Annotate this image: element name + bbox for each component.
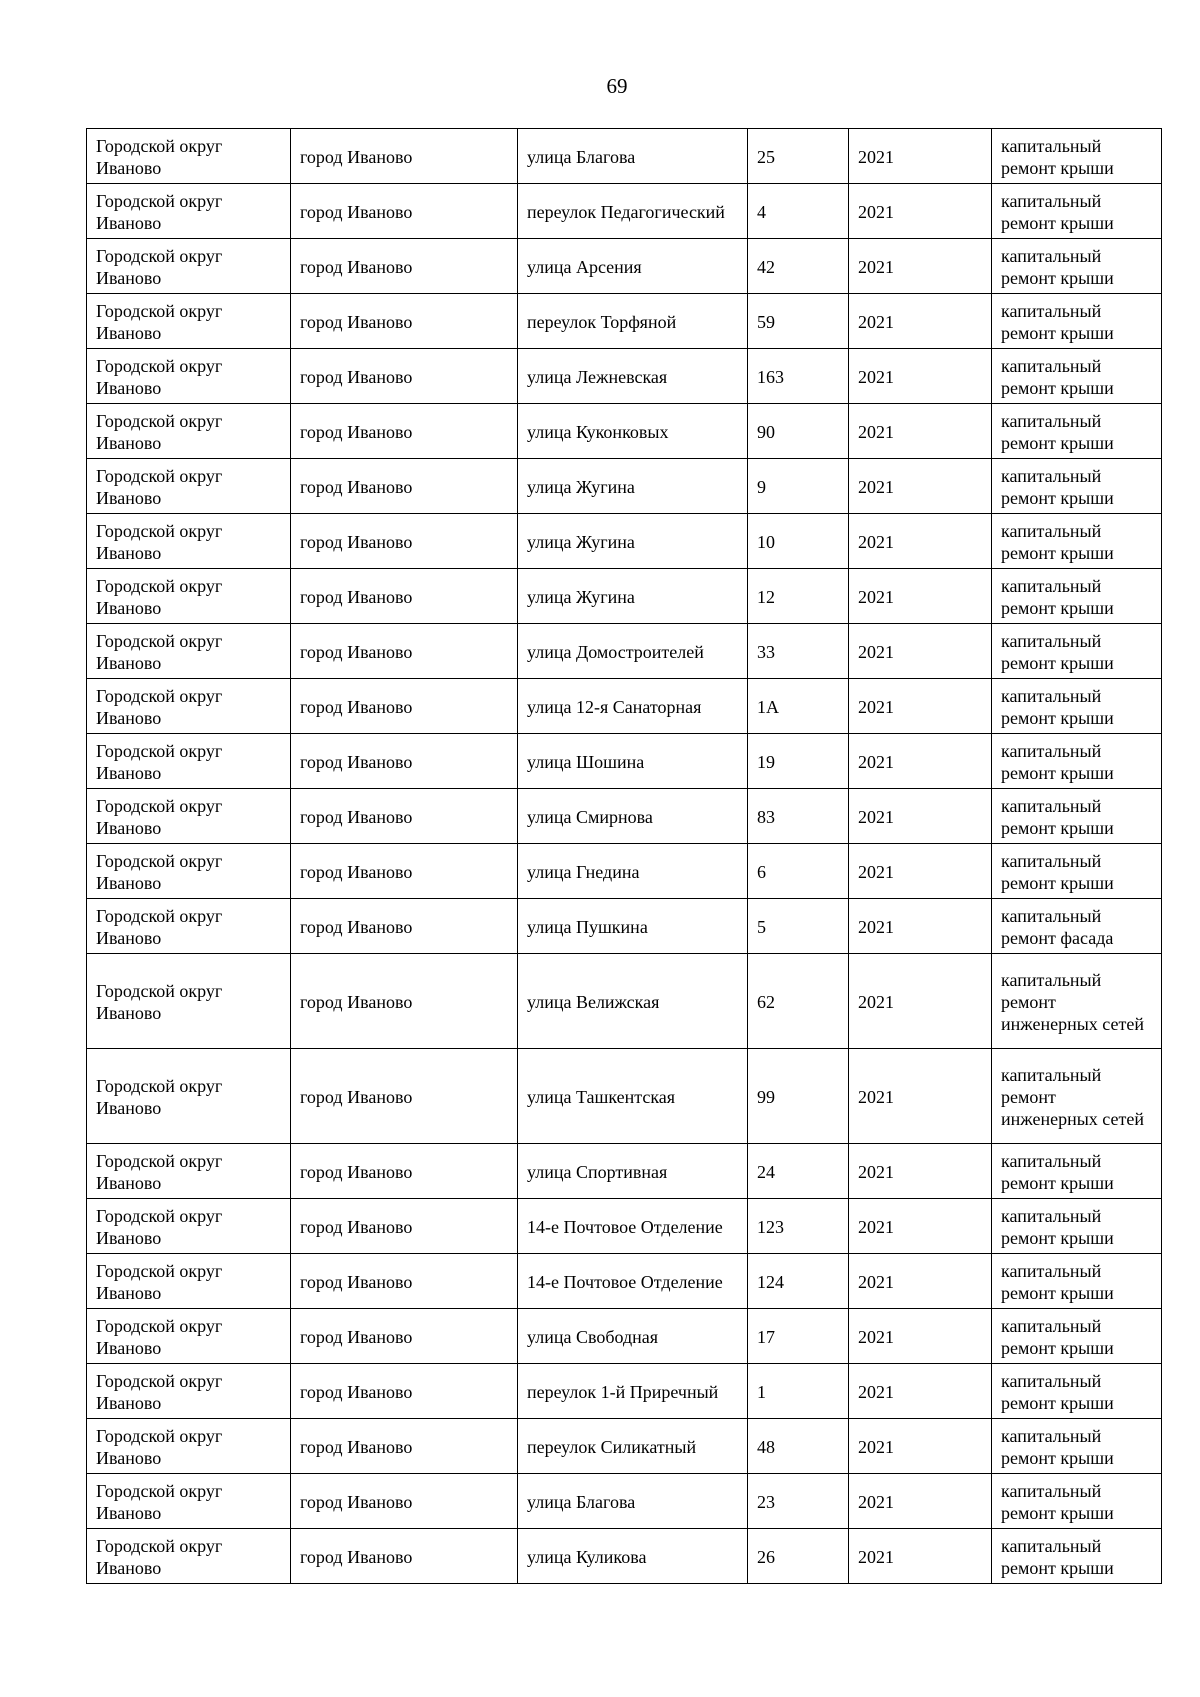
year-cell: 2021: [849, 844, 992, 899]
house-number-cell: 26: [748, 1529, 849, 1584]
district-cell: Городской округ Иваново: [87, 679, 291, 734]
year-cell: 2021: [849, 954, 992, 1049]
city-cell: город Иваново: [291, 1309, 518, 1364]
district-cell: Городской округ Иваново: [87, 239, 291, 294]
street-cell: улица Куликова: [518, 1529, 748, 1584]
house-number-cell: 62: [748, 954, 849, 1049]
table-row: [87, 459, 1162, 514]
city-cell: город Иваново: [291, 459, 518, 514]
street-cell: улица Жугина: [518, 514, 748, 569]
city-cell: город Иваново: [291, 1049, 518, 1144]
year-cell: 2021: [849, 569, 992, 624]
table-row: [87, 679, 1162, 734]
city-cell: город Иваново: [291, 1419, 518, 1474]
year-cell: 2021: [849, 239, 992, 294]
work-type-cell: капитальный ремонт инженерных сетей: [992, 954, 1162, 1049]
street-cell: переулок Педагогический: [518, 184, 748, 239]
work-type-cell: капитальный ремонт крыши: [992, 459, 1162, 514]
house-number-cell: 83: [748, 789, 849, 844]
city-cell: город Иваново: [291, 514, 518, 569]
work-type-cell: капитальный ремонт крыши: [992, 129, 1162, 184]
table-row: [87, 1529, 1162, 1584]
year-cell: 2021: [849, 459, 992, 514]
district-cell: Городской округ Иваново: [87, 1474, 291, 1529]
district-cell: Городской округ Иваново: [87, 294, 291, 349]
work-type-cell: капитальный ремонт крыши: [992, 514, 1162, 569]
city-cell: город Иваново: [291, 1529, 518, 1584]
street-cell: улица Свободная: [518, 1309, 748, 1364]
city-cell: город Иваново: [291, 679, 518, 734]
year-cell: 2021: [849, 789, 992, 844]
house-number-cell: 59: [748, 294, 849, 349]
house-number-cell: 6: [748, 844, 849, 899]
district-cell: Городской округ Иваново: [87, 734, 291, 789]
work-type-cell: капитальный ремонт крыши: [992, 1419, 1162, 1474]
street-cell: улица Смирнова: [518, 789, 748, 844]
city-cell: город Иваново: [291, 954, 518, 1049]
year-cell: 2021: [849, 129, 992, 184]
table-row: [87, 404, 1162, 459]
house-number-cell: 23: [748, 1474, 849, 1529]
year-cell: 2021: [849, 514, 992, 569]
table-row: [87, 129, 1162, 184]
street-cell: улица Арсения: [518, 239, 748, 294]
table-row: [87, 294, 1162, 349]
district-cell: Городской округ Иваново: [87, 1144, 291, 1199]
house-number-cell: 1А: [748, 679, 849, 734]
house-number-cell: 1: [748, 1364, 849, 1419]
work-type-cell: капитальный ремонт крыши: [992, 569, 1162, 624]
table-row: [87, 1144, 1162, 1199]
city-cell: город Иваново: [291, 1364, 518, 1419]
table-row: [87, 1254, 1162, 1309]
city-cell: город Иваново: [291, 404, 518, 459]
house-number-cell: 163: [748, 349, 849, 404]
table-row: [87, 349, 1162, 404]
district-cell: Городской округ Иваново: [87, 789, 291, 844]
work-type-cell: капитальный ремонт крыши: [992, 679, 1162, 734]
street-cell: улица Куконковых: [518, 404, 748, 459]
city-cell: город Иваново: [291, 624, 518, 679]
work-type-cell: капитальный ремонт крыши: [992, 184, 1162, 239]
house-number-cell: 5: [748, 899, 849, 954]
city-cell: город Иваново: [291, 184, 518, 239]
work-type-cell: капитальный ремонт крыши: [992, 239, 1162, 294]
district-cell: Городской округ Иваново: [87, 349, 291, 404]
year-cell: 2021: [849, 1529, 992, 1584]
city-cell: город Иваново: [291, 349, 518, 404]
table-row: [87, 1199, 1162, 1254]
house-number-cell: 17: [748, 1309, 849, 1364]
work-type-cell: капитальный ремонт крыши: [992, 1529, 1162, 1584]
city-cell: город Иваново: [291, 294, 518, 349]
district-cell: Городской округ Иваново: [87, 1049, 291, 1144]
street-cell: улица Домостроителей: [518, 624, 748, 679]
year-cell: 2021: [849, 349, 992, 404]
street-cell: переулок 1-й Приречный: [518, 1364, 748, 1419]
house-number-cell: 123: [748, 1199, 849, 1254]
district-cell: Городской округ Иваново: [87, 624, 291, 679]
year-cell: 2021: [849, 1254, 992, 1309]
house-number-cell: 124: [748, 1254, 849, 1309]
year-cell: 2021: [849, 624, 992, 679]
house-number-cell: 25: [748, 129, 849, 184]
table-row: [87, 184, 1162, 239]
street-cell: улица Благова: [518, 1474, 748, 1529]
year-cell: 2021: [849, 1049, 992, 1144]
year-cell: 2021: [849, 899, 992, 954]
street-cell: 14-е Почтовое Отделение: [518, 1254, 748, 1309]
year-cell: 2021: [849, 404, 992, 459]
district-cell: Городской округ Иваново: [87, 569, 291, 624]
district-cell: Городской округ Иваново: [87, 129, 291, 184]
table-row: [87, 1474, 1162, 1529]
table-row: [87, 514, 1162, 569]
house-number-cell: 19: [748, 734, 849, 789]
city-cell: город Иваново: [291, 844, 518, 899]
work-type-cell: капитальный ремонт инженерных сетей: [992, 1049, 1162, 1144]
district-cell: Городской округ Иваново: [87, 184, 291, 239]
city-cell: город Иваново: [291, 239, 518, 294]
city-cell: город Иваново: [291, 569, 518, 624]
district-cell: Городской округ Иваново: [87, 1199, 291, 1254]
table-body: [87, 129, 1162, 1584]
page-number: 69: [606, 74, 628, 98]
city-cell: город Иваново: [291, 1199, 518, 1254]
district-cell: Городской округ Иваново: [87, 1364, 291, 1419]
house-number-cell: 10: [748, 514, 849, 569]
table-row: [87, 1364, 1162, 1419]
street-cell: улица 12-я Санаторная: [518, 679, 748, 734]
year-cell: 2021: [849, 1144, 992, 1199]
work-type-cell: капитальный ремонт крыши: [992, 844, 1162, 899]
work-type-cell: капитальный ремонт крыши: [992, 349, 1162, 404]
city-cell: город Иваново: [291, 734, 518, 789]
work-type-cell: капитальный ремонт крыши: [992, 1474, 1162, 1529]
house-number-cell: 42: [748, 239, 849, 294]
table-row: [87, 1309, 1162, 1364]
work-type-cell: капитальный ремонт крыши: [992, 404, 1162, 459]
street-cell: улица Жугина: [518, 569, 748, 624]
table-row: [87, 954, 1162, 1049]
table-row: [87, 239, 1162, 294]
street-cell: переулок Силикатный: [518, 1419, 748, 1474]
table-row: [87, 569, 1162, 624]
work-type-cell: капитальный ремонт крыши: [992, 624, 1162, 679]
city-cell: город Иваново: [291, 899, 518, 954]
street-cell: улица Пушкина: [518, 899, 748, 954]
house-number-cell: 48: [748, 1419, 849, 1474]
year-cell: 2021: [849, 1364, 992, 1419]
district-cell: Городской округ Иваново: [87, 1254, 291, 1309]
work-type-cell: капитальный ремонт крыши: [992, 1199, 1162, 1254]
work-type-cell: капитальный ремонт крыши: [992, 294, 1162, 349]
house-number-cell: 99: [748, 1049, 849, 1144]
work-type-cell: капитальный ремонт крыши: [992, 1144, 1162, 1199]
table-row: [87, 844, 1162, 899]
work-type-cell: капитальный ремонт крыши: [992, 1364, 1162, 1419]
table-row: [87, 1419, 1162, 1474]
street-cell: улица Жугина: [518, 459, 748, 514]
year-cell: 2021: [849, 1309, 992, 1364]
year-cell: 2021: [849, 1419, 992, 1474]
street-cell: улица Благова: [518, 129, 748, 184]
street-cell: улица Лежневская: [518, 349, 748, 404]
district-cell: Городской округ Иваново: [87, 1309, 291, 1364]
year-cell: 2021: [849, 1199, 992, 1254]
city-cell: город Иваново: [291, 1474, 518, 1529]
year-cell: 2021: [849, 1474, 992, 1529]
district-cell: Городской округ Иваново: [87, 459, 291, 514]
city-cell: город Иваново: [291, 1144, 518, 1199]
house-number-cell: 4: [748, 184, 849, 239]
year-cell: 2021: [849, 679, 992, 734]
district-cell: Городской округ Иваново: [87, 404, 291, 459]
house-number-cell: 90: [748, 404, 849, 459]
district-cell: Городской округ Иваново: [87, 1419, 291, 1474]
house-number-cell: 12: [748, 569, 849, 624]
work-type-cell: капитальный ремонт крыши: [992, 1254, 1162, 1309]
street-cell: улица Велижская: [518, 954, 748, 1049]
district-cell: Городской округ Иваново: [87, 899, 291, 954]
year-cell: 2021: [849, 294, 992, 349]
table-row: [87, 789, 1162, 844]
table-row: [87, 1049, 1162, 1144]
work-type-cell: капитальный ремонт крыши: [992, 789, 1162, 844]
city-cell: город Иваново: [291, 789, 518, 844]
street-cell: улица Ташкентская: [518, 1049, 748, 1144]
district-cell: Городской округ Иваново: [87, 514, 291, 569]
street-cell: улица Шошина: [518, 734, 748, 789]
street-cell: 14-е Почтовое Отделение: [518, 1199, 748, 1254]
table-row: [87, 899, 1162, 954]
table-row: [87, 624, 1162, 679]
city-cell: город Иваново: [291, 129, 518, 184]
street-cell: улица Гнедина: [518, 844, 748, 899]
house-number-cell: 24: [748, 1144, 849, 1199]
year-cell: 2021: [849, 734, 992, 789]
district-cell: Городской округ Иваново: [87, 1529, 291, 1584]
work-type-cell: капитальный ремонт крыши: [992, 1309, 1162, 1364]
house-number-cell: 9: [748, 459, 849, 514]
year-cell: 2021: [849, 184, 992, 239]
district-cell: Городской округ Иваново: [87, 954, 291, 1049]
work-type-cell: капитальный ремонт крыши: [992, 734, 1162, 789]
work-type-cell: капитальный ремонт фасада: [992, 899, 1162, 954]
district-cell: Городской округ Иваново: [87, 844, 291, 899]
house-number-cell: 33: [748, 624, 849, 679]
city-cell: город Иваново: [291, 1254, 518, 1309]
street-cell: переулок Торфяной: [518, 294, 748, 349]
repair-registry-table: [86, 128, 1162, 1584]
table-row: [87, 734, 1162, 789]
street-cell: улица Спортивная: [518, 1144, 748, 1199]
